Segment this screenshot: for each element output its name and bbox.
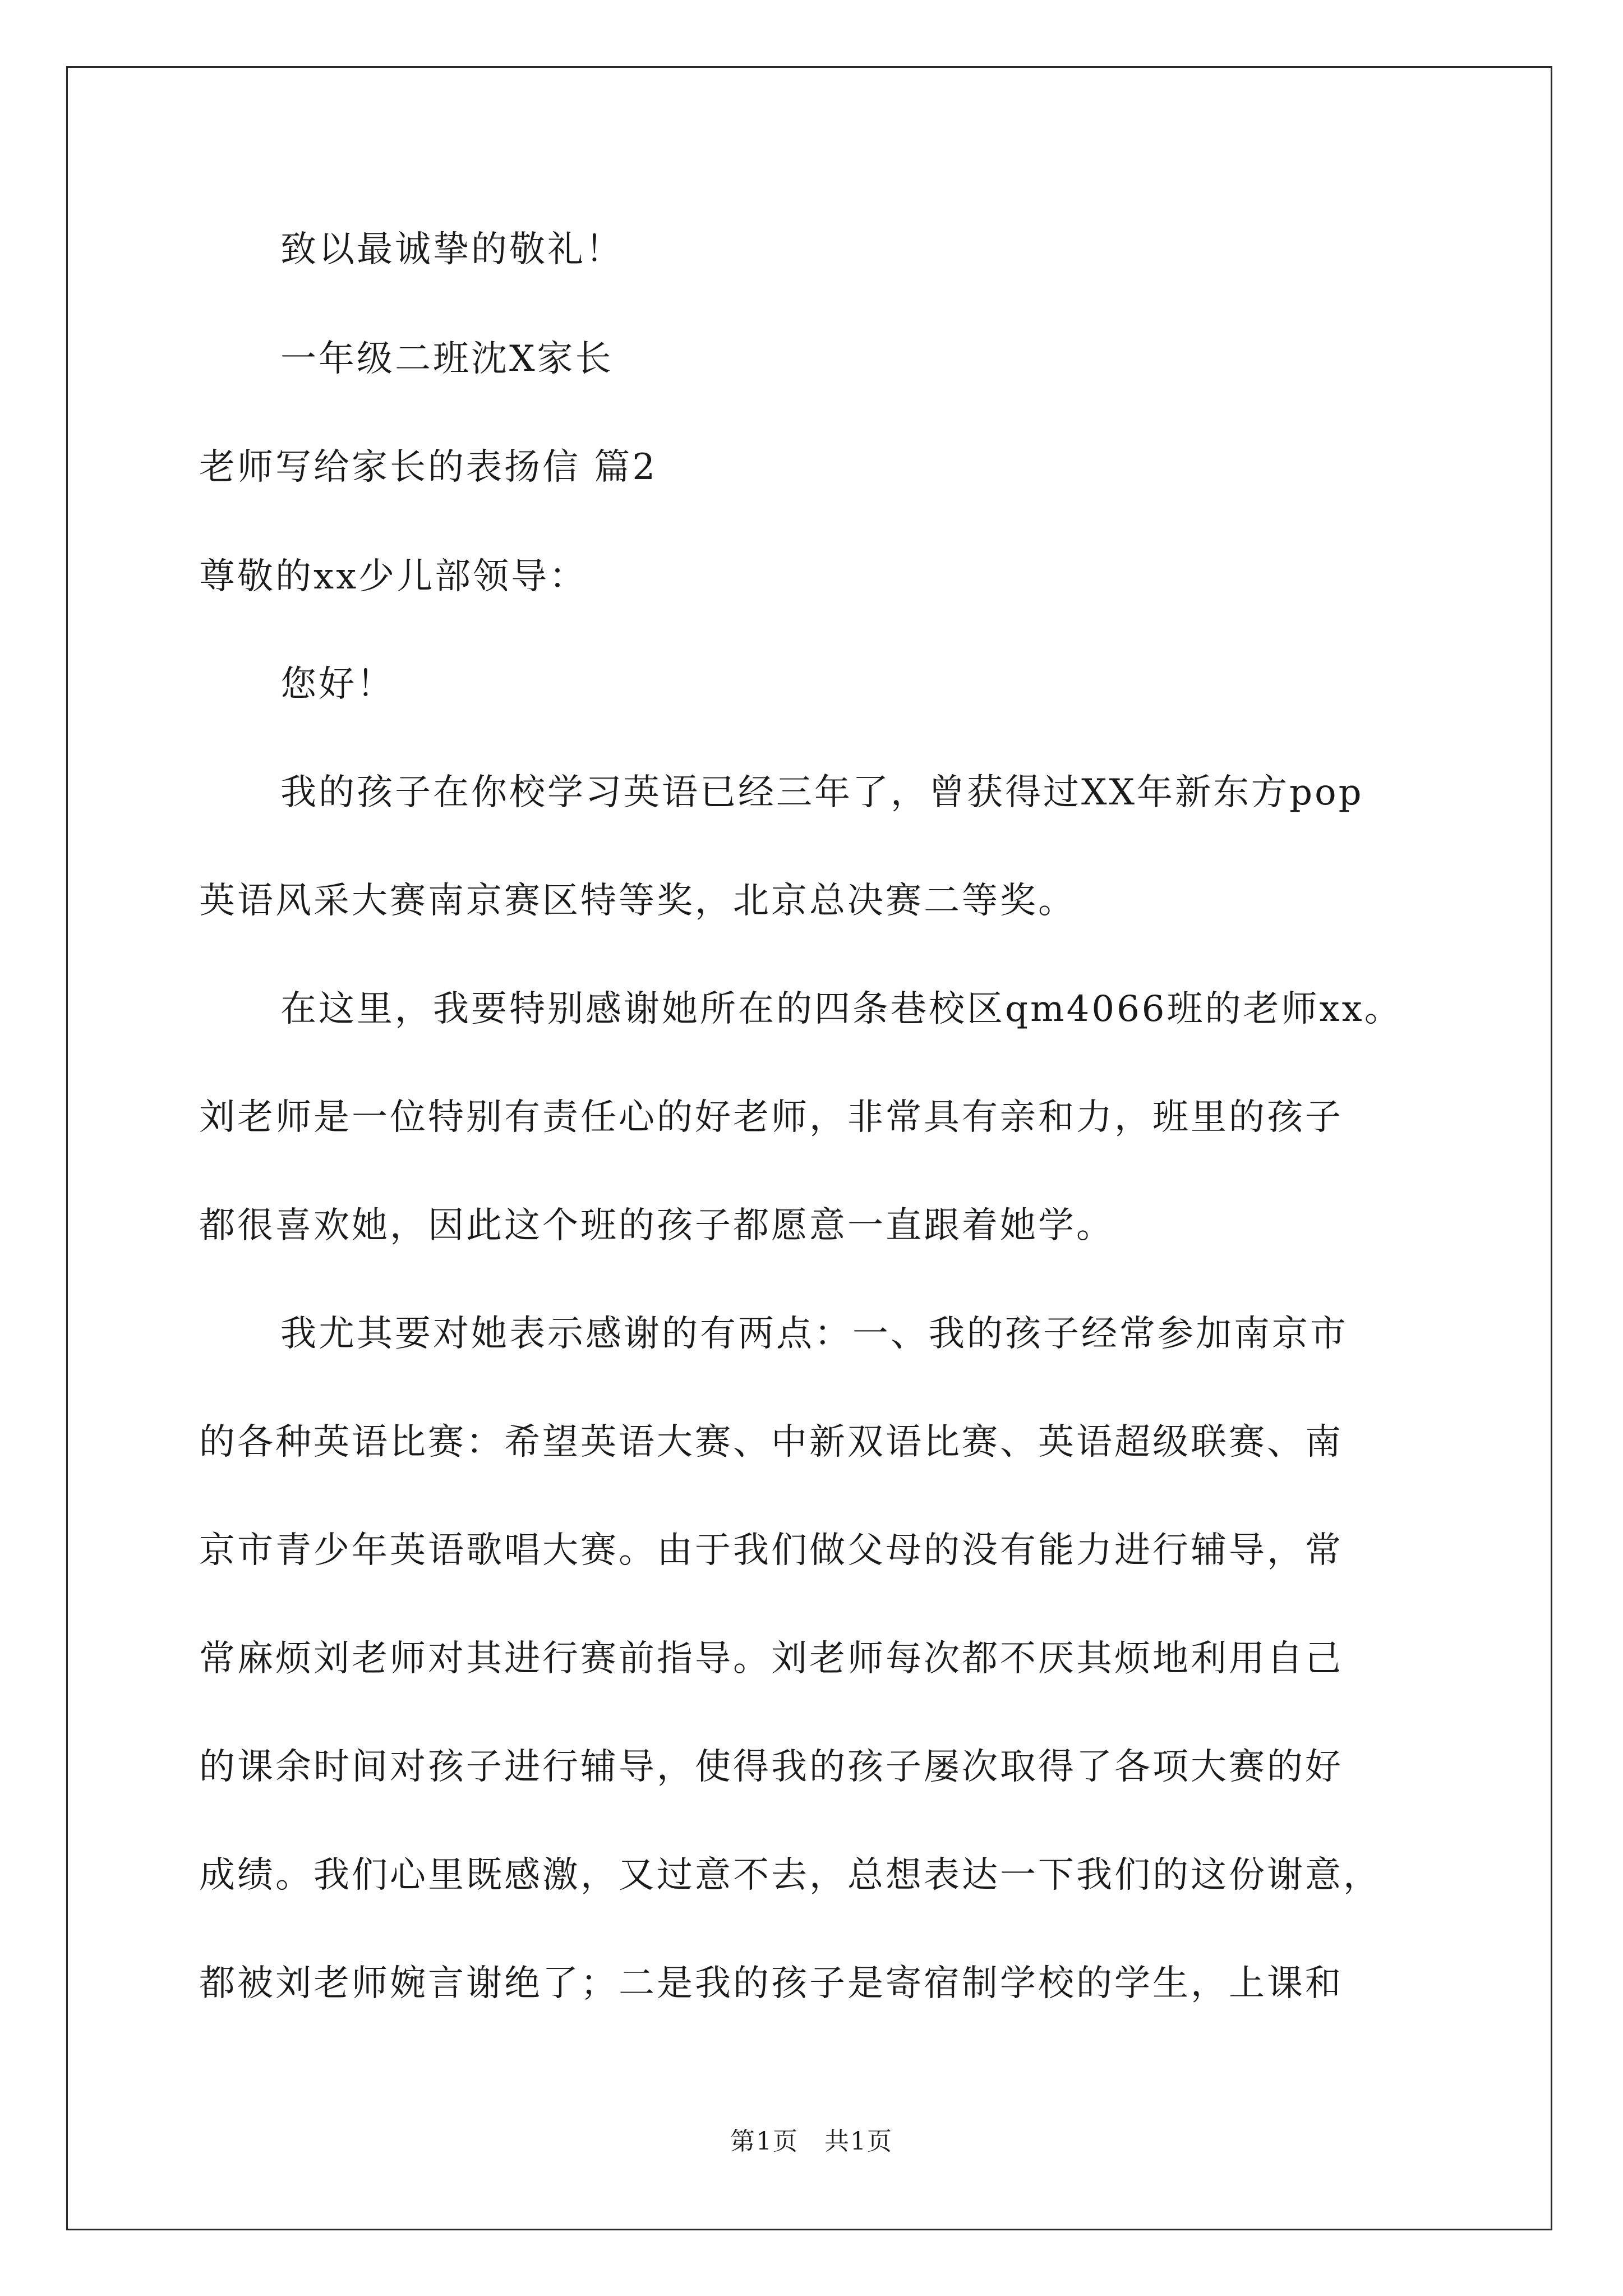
page-footer: 第1页 共1页 [730,2127,893,2156]
page-border [66,66,1552,2230]
signature-line: 一年级二班沈X家长 [280,338,614,380]
paragraph-line: 常麻烦刘老师对其进行赛前指导。刘老师每次都不厌其烦地利用自己 [199,1638,1343,1680]
paragraph-line: 成绩。我们心里既感激，又过意不去，总想表达一下我们的这份谢意， [199,1855,1381,1896]
paragraph-line: 的课余时间对孩子进行辅导，使得我的孩子屡次取得了各项大赛的好 [199,1746,1343,1788]
section-heading: 老师写给家长的表扬信 篇2 [199,447,658,488]
paragraph-line: 京市青少年英语歌唱大赛。由于我们做父母的没有能力进行辅导，常 [199,1530,1343,1571]
closing-salute: 致以最诚挚的敬礼！ [280,229,624,270]
paragraph-line: 英语风采大赛南京赛区特等奖，北京总决赛二等奖。 [199,880,1076,922]
paragraph-line: 都很喜欢她，因此这个班的孩子都愿意一直跟着她学。 [199,1205,1114,1246]
paragraph-line: 的各种英语比赛：希望英语大赛、中新双语比赛、英语超级联赛、南 [199,1421,1343,1463]
paragraph-line: 我的孩子在你校学习英语已经三年了，曾获得过XX年新东方pop [280,772,1364,813]
greeting: 您好！ [280,664,395,705]
paragraph-line: 在这里，我要特别感谢她所在的四条巷校区qm4066班的老师xx。 [280,988,1403,1030]
paragraph-line: 都被刘老师婉言谢绝了；二是我的孩子是寄宿制学校的学生，上课和 [199,1963,1343,2004]
paragraph-line: 我尤其要对她表示感谢的有两点：一、我的孩子经常参加南京市 [280,1313,1348,1355]
salutation: 尊敬的xx少儿部领导： [199,556,588,597]
paragraph-line: 刘老师是一位特别有责任心的好老师，非常具有亲和力，班里的孩子 [199,1097,1343,1138]
